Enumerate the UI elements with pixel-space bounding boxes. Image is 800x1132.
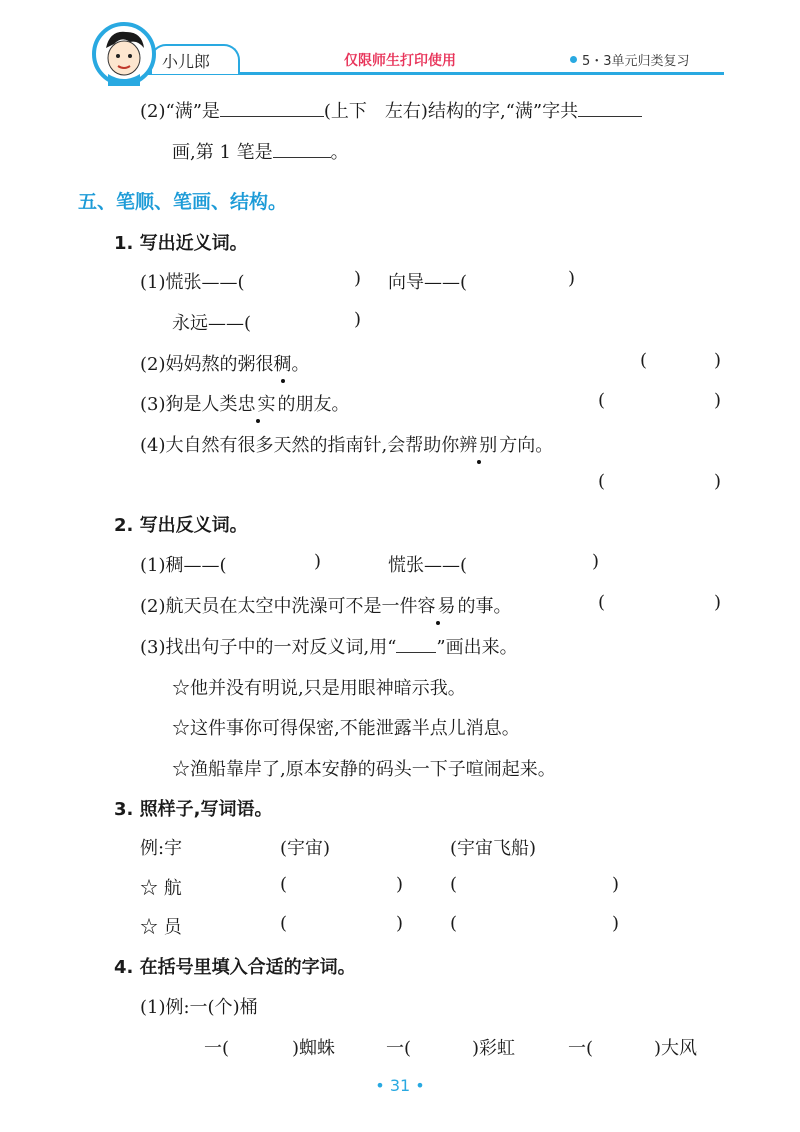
- answer-paren-left[interactable]: (: [450, 874, 458, 895]
- q1-item-4: [140, 431, 553, 457]
- answer-paren-left[interactable]: (: [598, 471, 606, 492]
- q1-item-1c: 永远——(: [172, 313, 252, 334]
- q4-item-3-prefix[interactable]: 一(: [568, 1038, 594, 1059]
- sentence-text: ”画出来。: [436, 637, 518, 658]
- sentence-text: (2)妈妈熬的粥很: [140, 354, 274, 375]
- q2-sentence-1[interactable]: ☆他并没有明说,只是用眼神暗示我。: [172, 678, 466, 699]
- answer-paren-left[interactable]: (: [280, 874, 288, 895]
- q2-paren: ): [592, 551, 600, 572]
- q4-item-3-suffix: )大风: [654, 1038, 698, 1059]
- q4-item-1-prefix[interactable]: 一(: [204, 1038, 230, 1059]
- emphasized-word: 忠实: [237, 394, 278, 415]
- answer-paren-right: ): [396, 913, 404, 934]
- intro-text: (上下 左右)结构的字,“满”字共: [323, 101, 579, 122]
- answer-paren-right: ): [714, 390, 722, 411]
- answer-paren-right: ): [714, 350, 722, 371]
- sentence-text: (4)大自然有很多天然的指南针,会帮助你: [140, 435, 460, 456]
- answer-blank[interactable]: [273, 139, 331, 158]
- header-brand: 小儿郎: [162, 52, 211, 71]
- answer-paren-right: ): [612, 874, 620, 895]
- sentence-text: 。: [291, 354, 310, 375]
- question-title: 3. 照样子,写词语。: [114, 799, 273, 820]
- question-title: 2. 写出反义词。: [114, 515, 248, 536]
- emphasized-word: 稠: [273, 354, 292, 375]
- q1-paren: ): [354, 268, 362, 289]
- emphasized-word: 辨别: [459, 435, 500, 456]
- section-heading: 五、笔顺、笔画、结构。: [78, 191, 288, 213]
- sentence-text: (3)找出句子中的一对反义词,用“: [140, 637, 397, 658]
- answer-paren-right: ): [396, 874, 404, 895]
- answer-paren-left[interactable]: (: [640, 350, 648, 371]
- intro-text: 画,第 1 笔是: [172, 142, 273, 163]
- q3-row-2-label: ☆ 员: [140, 917, 182, 938]
- header-notice: 仅限师生打印使用: [344, 53, 456, 69]
- q2-item-1b: 慌张——(: [388, 555, 468, 576]
- answer-paren-left[interactable]: (: [598, 592, 606, 613]
- q4-item-1-suffix: )蜘蛛: [292, 1038, 336, 1059]
- sentence-text: 方向。: [499, 435, 554, 456]
- intro-text: (2)“满”是: [140, 101, 220, 122]
- q4-item-2-prefix[interactable]: 一(: [386, 1038, 412, 1059]
- page-number: • 31 •: [375, 1076, 425, 1095]
- q2-item-1: (1)稠——(: [140, 555, 227, 576]
- answer-paren-right: ): [714, 592, 722, 613]
- q2-item-3: [140, 633, 518, 659]
- intro-text: 。: [330, 142, 349, 163]
- sentence-text: (3)狗是人类: [140, 394, 238, 415]
- sentence-text: (2)航天员在太空中洗澡可不是一件: [140, 596, 418, 617]
- q3-example-phrase: (宇宙飞船): [450, 838, 537, 859]
- q1-item-3: [140, 390, 350, 416]
- q1-item-1: (1)慌张——(: [140, 272, 245, 293]
- header-dot-icon: [570, 56, 577, 63]
- header-section: 5・3单元归类复习: [582, 54, 690, 69]
- answer-paren-left[interactable]: (: [598, 390, 606, 411]
- sentence-text: 的朋友。: [277, 394, 350, 415]
- q4-example: (1)例:一(个)桶: [140, 997, 258, 1018]
- q3-row-1-label: ☆ 航: [140, 878, 182, 899]
- q3-example-label: 例:宇: [140, 838, 183, 859]
- intro-line-2: [172, 138, 349, 164]
- question-title: 4. 在括号里填入合适的字词。: [114, 957, 356, 978]
- q2-item-2: [140, 592, 512, 618]
- q1-paren: ): [568, 268, 576, 289]
- q2-sentence-2[interactable]: ☆这件事你可得保密,不能泄露半点儿消息。: [172, 718, 520, 739]
- answer-paren-left[interactable]: (: [450, 913, 458, 934]
- q2-sentence-3[interactable]: ☆渔船靠岸了,原本安静的码头一下子喧闹起来。: [172, 759, 556, 780]
- emphasized-word: 容易: [417, 596, 458, 617]
- question-title: 1. 写出近义词。: [114, 233, 248, 254]
- answer-blank[interactable]: [578, 98, 642, 117]
- answer-paren-right: ): [612, 913, 620, 934]
- q4-item-2-suffix: )彩虹: [472, 1038, 516, 1059]
- intro-line-1: [140, 97, 642, 123]
- q1-paren: ): [354, 309, 362, 330]
- q1-item-2: [140, 350, 310, 376]
- q2-paren: ): [314, 551, 322, 572]
- q3-example-word: (宇宙): [280, 838, 331, 859]
- q1-item-1b: 向导——(: [388, 272, 468, 293]
- sentence-text: 的事。: [457, 596, 512, 617]
- underline-sample: [396, 634, 436, 653]
- answer-paren-right: ): [714, 471, 722, 492]
- answer-paren-left[interactable]: (: [280, 913, 288, 934]
- answer-blank[interactable]: [220, 98, 324, 117]
